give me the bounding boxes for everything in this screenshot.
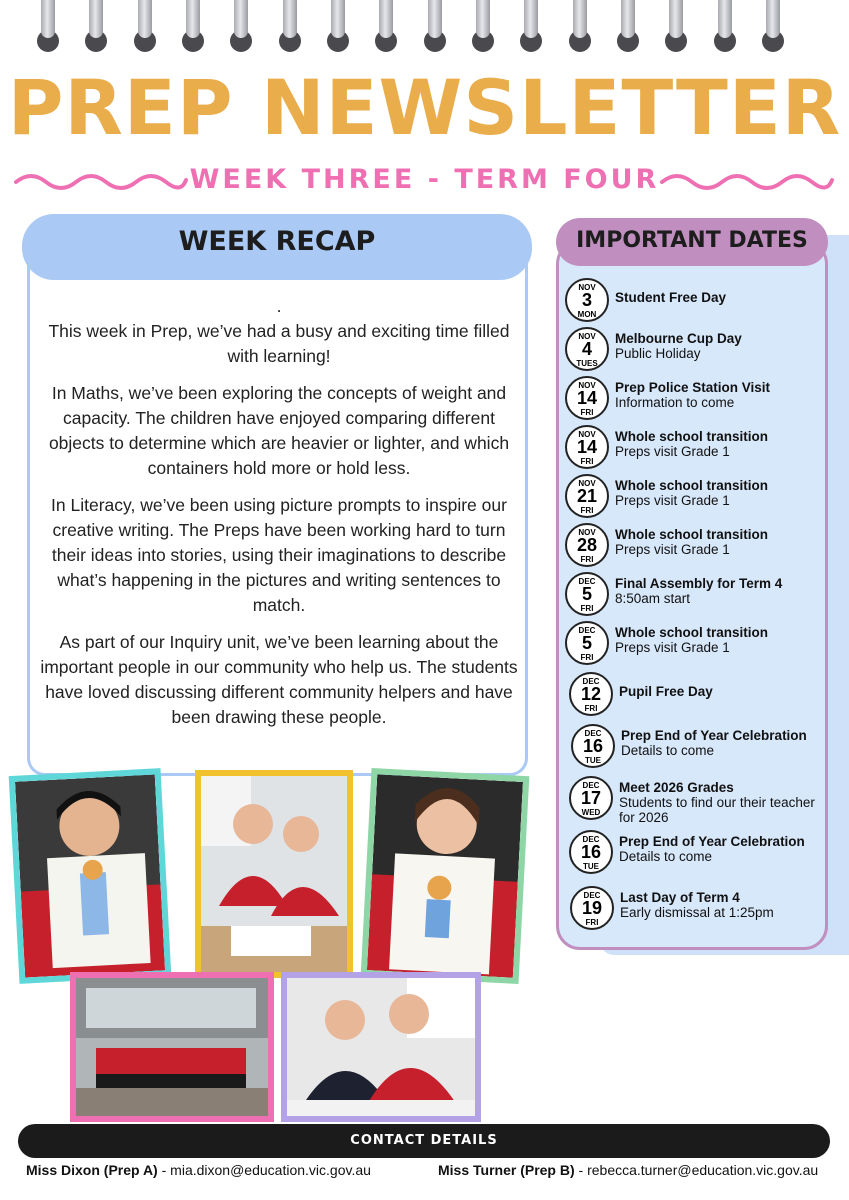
date-month: NOV <box>578 430 596 439</box>
date-event-detail: Students to find our their teacher for 2026 <box>619 795 815 825</box>
date-weekday: FRI <box>580 506 594 515</box>
spiral-binding <box>0 0 849 60</box>
photo-boy-with-drawing <box>9 768 172 984</box>
date-month: NOV <box>578 479 596 488</box>
date-item <box>565 523 825 569</box>
date-event-detail: Early dismissal at 1:25pm <box>620 905 774 920</box>
date-weekday: FRI <box>584 704 598 713</box>
date-event-title: Prep End of Year Celebration <box>619 834 805 849</box>
recap-paragraph: This week in Prep, we’ve had a busy and exciting time filled with learning! <box>48 321 510 366</box>
teacher-b-name: Miss Turner (Prep B) <box>438 1162 575 1178</box>
date-weekday: FRI <box>580 653 594 662</box>
date-item <box>565 474 825 520</box>
date-month: DEC <box>578 577 596 586</box>
date-month: NOV <box>578 332 596 341</box>
date-weekday: TUES <box>576 359 598 368</box>
teacher-a-name: Miss Dixon (Prep A) <box>26 1162 158 1178</box>
date-item <box>569 776 829 825</box>
binding-ring <box>375 0 397 58</box>
binding-ring <box>424 0 446 58</box>
photo-two-boys-smiling <box>281 972 481 1122</box>
date-event-detail: Information to come <box>615 395 735 410</box>
date-event-detail: Preps visit Grade 1 <box>615 444 730 459</box>
date-day: 14 <box>576 437 598 457</box>
date-event-detail: 8:50am start <box>615 591 691 606</box>
binding-ring <box>569 0 591 58</box>
week-recap-title: WEEK RECAP <box>178 226 376 257</box>
date-item <box>565 621 825 667</box>
date-event-title: Prep End of Year Celebration <box>621 728 807 743</box>
calendar-date-badge <box>565 278 609 322</box>
date-day: 16 <box>582 736 604 756</box>
date-event-detail: Public Holiday <box>615 346 701 361</box>
date-day: 28 <box>576 535 598 555</box>
right-squiggle-decoration <box>660 170 835 194</box>
date-day: 12 <box>580 684 602 704</box>
recap-paragraph: In Literacy, we’ve been using picture prompts to inspire our creative writing. The Preps have been working hard to turn their ideas into stories, using their imaginations to describe what’s happening in the pictures and writing sentences to match. <box>51 495 507 615</box>
date-item <box>565 572 825 618</box>
calendar-date-badge <box>570 886 614 930</box>
binding-ring <box>714 0 736 58</box>
date-weekday: FRI <box>585 918 599 927</box>
teacher-a-email[interactable]: - mia.dixon@education.vic.gov.au <box>157 1162 371 1178</box>
date-weekday: FRI <box>580 457 594 466</box>
photo-girl-with-drawing <box>361 768 530 984</box>
newsletter-subtitle: WEEK THREE - TERM FOUR <box>189 164 660 195</box>
date-day: 17 <box>580 788 602 808</box>
binding-ring <box>472 0 494 58</box>
week-recap-body <box>34 294 524 742</box>
date-day: 4 <box>581 339 592 359</box>
date-weekday: WED <box>581 808 601 817</box>
date-event-title: Student Free Day <box>615 290 727 305</box>
date-month: DEC <box>582 835 600 844</box>
recap-dot: . <box>276 296 282 316</box>
date-day: 21 <box>576 486 598 506</box>
date-month: NOV <box>578 381 596 390</box>
date-event-title: Final Assembly for Term 4 <box>615 576 783 591</box>
binding-ring <box>230 0 252 58</box>
date-day: 5 <box>581 633 592 653</box>
date-weekday: MON <box>577 310 597 319</box>
binding-ring <box>520 0 542 58</box>
date-month: DEC <box>582 677 600 686</box>
date-day: 16 <box>580 842 602 862</box>
date-event-detail: Preps visit Grade 1 <box>615 542 730 557</box>
date-event-detail: Preps visit Grade 1 <box>615 493 730 508</box>
date-month: NOV <box>578 528 596 537</box>
calendar-date-badge <box>569 830 613 874</box>
calendar-date-badge <box>565 621 609 665</box>
date-event-title: Last Day of Term 4 <box>620 890 740 905</box>
date-event-detail: Details to come <box>619 849 713 864</box>
date-event-title: Whole school transition <box>615 429 769 444</box>
date-event-title: Melbourne Cup Day <box>615 331 742 346</box>
binding-ring <box>665 0 687 58</box>
contact-prep-a <box>26 1162 371 1178</box>
calendar-date-badge <box>565 572 609 616</box>
date-day: 19 <box>581 898 603 918</box>
recap-paragraph: In Maths, we’ve been exploring the concepts of weight and capacity. The children have enjoyed comparing different objects to determine which are heavier or lighter, and which containers hold more or hold less. <box>48 383 510 478</box>
date-weekday: FRI <box>580 555 594 564</box>
calendar-date-badge <box>569 672 613 716</box>
date-weekday: FRI <box>580 604 594 613</box>
date-item <box>570 886 830 932</box>
date-event-title: Whole school transition <box>615 625 769 640</box>
newsletter-title: PREP NEWSLETTER <box>7 63 842 152</box>
date-item <box>565 425 825 471</box>
date-month: DEC <box>578 626 596 635</box>
date-item <box>565 327 825 373</box>
date-day: 14 <box>576 388 598 408</box>
binding-ring <box>85 0 107 58</box>
photo-class-group <box>70 972 274 1122</box>
date-month: DEC <box>582 781 600 790</box>
recap-paragraph: As part of our Inquiry unit, we’ve been learning about the important people in our community who help us. The students have loved discussing different community helpers and have been drawing these people. <box>40 632 518 727</box>
date-event-title: Meet 2026 Grades <box>619 780 734 795</box>
binding-ring <box>134 0 156 58</box>
date-item <box>569 672 829 718</box>
date-event-title: Pupil Free Day <box>619 684 713 699</box>
date-weekday: FRI <box>580 408 594 417</box>
binding-ring <box>617 0 639 58</box>
date-event-detail: Preps visit Grade 1 <box>615 640 730 655</box>
calendar-date-badge <box>569 776 613 820</box>
date-event-title: Prep Police Station Visit <box>615 380 771 395</box>
date-event-title: Whole school transition <box>615 478 769 493</box>
date-weekday: TUE <box>583 862 599 871</box>
contact-details-bar: CONTACT DETAILS <box>18 1124 830 1158</box>
binding-ring <box>182 0 204 58</box>
calendar-date-badge <box>565 376 609 420</box>
date-item <box>565 376 825 422</box>
date-event-detail: Details to come <box>621 743 715 758</box>
teacher-b-email[interactable]: - rebecca.turner@education.vic.gov.au <box>574 1162 819 1178</box>
important-dates-title: IMPORTANT DATES <box>576 228 808 253</box>
contact-prep-b <box>438 1162 818 1178</box>
date-event-title: Whole school transition <box>615 527 769 542</box>
calendar-date-badge <box>565 523 609 567</box>
photo-two-boys-at-desk <box>195 770 353 978</box>
date-day: 5 <box>581 584 592 604</box>
calendar-date-badge <box>571 724 615 768</box>
date-item <box>569 830 829 876</box>
date-day: 3 <box>581 290 592 310</box>
calendar-date-badge <box>565 327 609 371</box>
binding-ring <box>762 0 784 58</box>
date-month: DEC <box>584 729 602 738</box>
calendar-date-badge <box>565 474 609 518</box>
binding-ring <box>327 0 349 58</box>
date-weekday: TUE <box>585 756 601 765</box>
date-month: NOV <box>578 283 596 292</box>
date-item <box>571 724 831 770</box>
binding-ring <box>37 0 59 58</box>
date-month: DEC <box>583 891 601 900</box>
binding-ring <box>279 0 301 58</box>
calendar-date-badge <box>565 425 609 469</box>
date-item <box>565 278 825 324</box>
